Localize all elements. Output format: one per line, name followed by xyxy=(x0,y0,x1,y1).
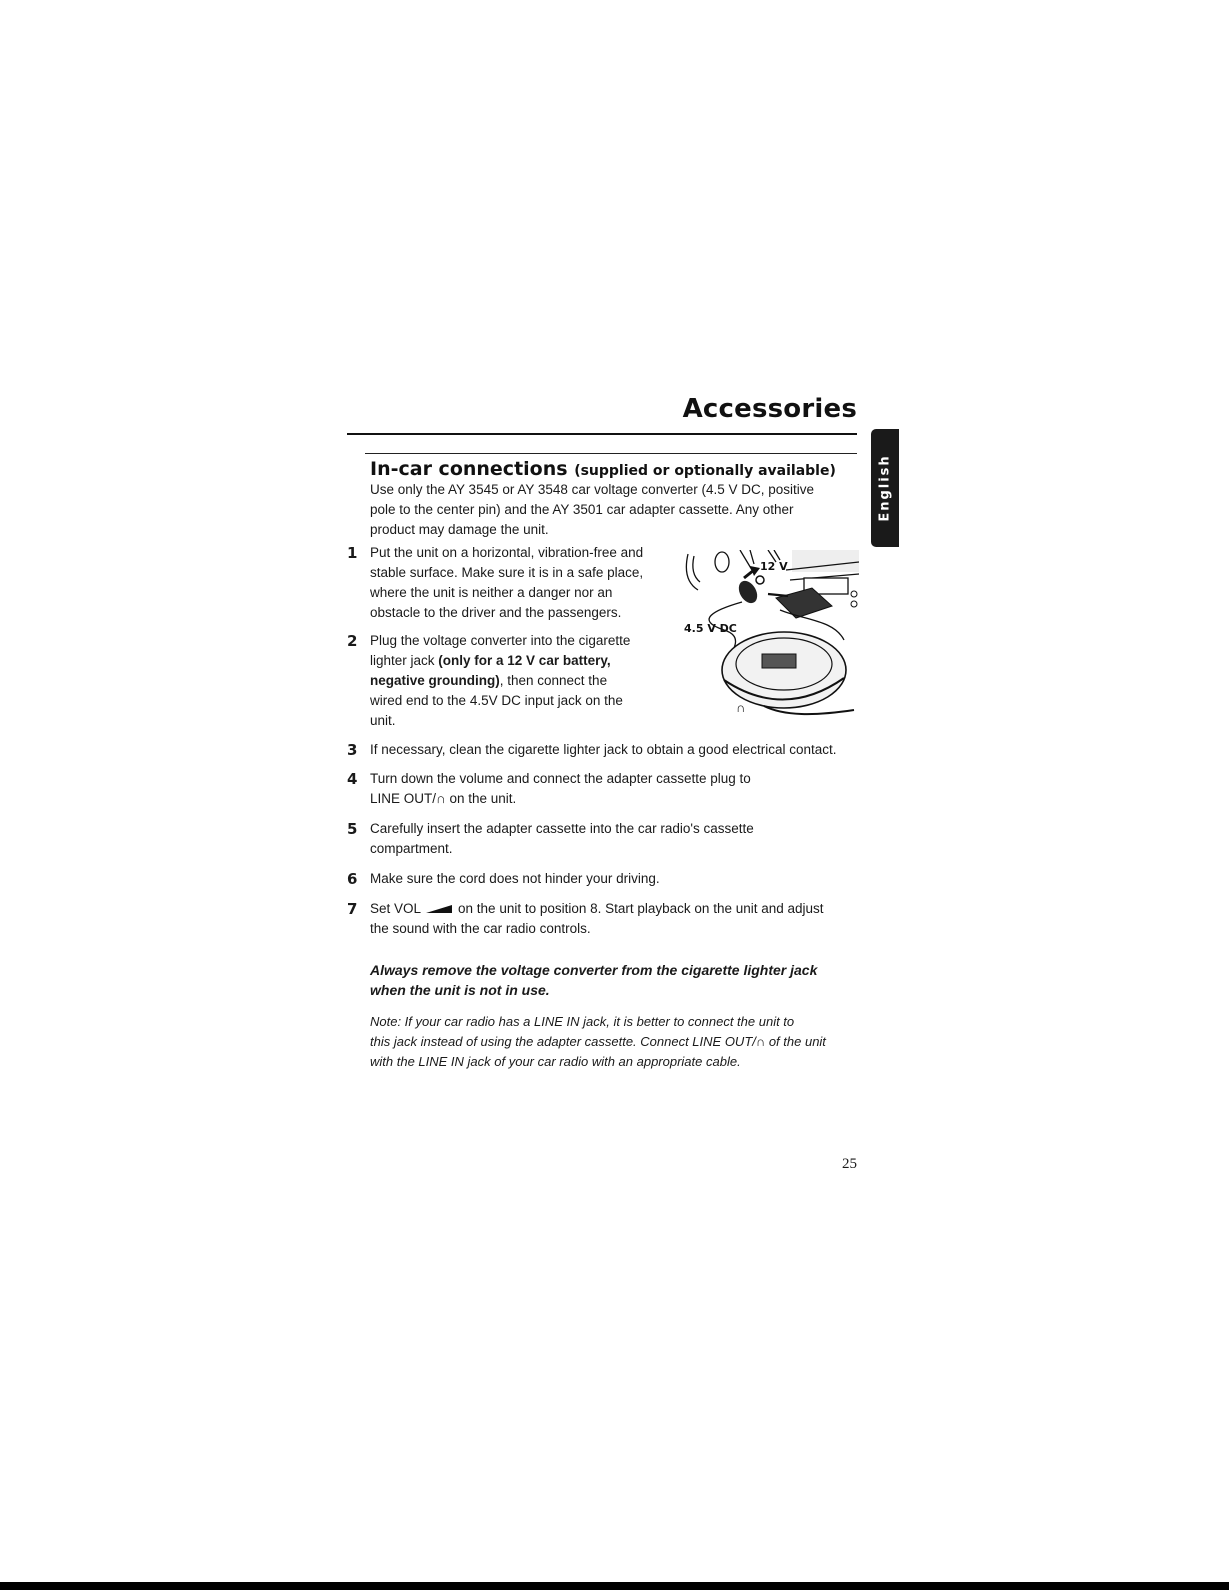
step-line: Put the unit on a horizontal, vibration-free and xyxy=(370,545,644,560)
section-heading-title: In-car connections xyxy=(370,458,568,480)
intro-line: pole to the center pin) and the AY 3501 car adapter cassette. Any other xyxy=(370,502,794,517)
step-line: wired end to the 4.5V DC input jack on the xyxy=(370,693,623,708)
step-number: 2 xyxy=(347,632,358,650)
step-line: compartment. xyxy=(370,841,453,856)
step-text xyxy=(370,769,860,809)
step-line xyxy=(370,671,670,691)
page-number: 25 xyxy=(842,1156,857,1172)
step-text xyxy=(370,543,670,623)
step-line xyxy=(370,899,860,919)
step-line-text: on the unit to position 8. Start playback on the unit and adjust xyxy=(454,901,824,916)
steering-wheel xyxy=(693,556,700,582)
step-line: obstacle to the driver and the passengers. xyxy=(370,605,622,620)
title-divider xyxy=(347,433,857,435)
step-line xyxy=(370,651,670,671)
step-text xyxy=(370,740,860,760)
language-tab-label: English xyxy=(877,454,893,522)
scan-bottom-edge xyxy=(0,1582,1229,1590)
cd-player-body xyxy=(722,632,846,708)
step-line-text: Set VOL xyxy=(370,901,425,916)
volume-wedge-icon xyxy=(426,904,452,914)
step-text xyxy=(370,869,860,889)
intro-line: product may damage the unit. xyxy=(370,522,549,537)
radio-knob xyxy=(851,591,857,597)
note-text xyxy=(370,1012,860,1072)
step-line: where the unit is neither a danger nor an xyxy=(370,585,613,600)
step-line: LINE OUT/∩ on the unit. xyxy=(370,791,517,806)
label-12v: 12 V xyxy=(760,560,788,573)
step-line-bold: negative grounding) xyxy=(370,673,500,688)
steering-wheel xyxy=(686,554,698,590)
step-line: Turn down the volume and connect the adapter cassette plug to xyxy=(370,771,751,786)
step-line-bold: (only for a 12 V car battery, xyxy=(438,653,611,668)
note-line: with the LINE IN jack of your car radio with an appropriate cable. xyxy=(370,1054,741,1069)
step-text xyxy=(370,819,860,859)
step-line: stable surface. Make sure it is in a safe place, xyxy=(370,565,644,580)
section-heading-subtitle: (supplied or optionally available) xyxy=(574,463,836,479)
lighter-jack xyxy=(756,576,764,584)
step-number: 7 xyxy=(347,900,358,918)
section-heading xyxy=(370,458,850,480)
intro-paragraph xyxy=(370,480,860,540)
warning-text xyxy=(370,960,850,1000)
step-number: 4 xyxy=(347,770,358,788)
car-connection-illustration xyxy=(684,550,859,730)
note-line: this jack instead of using the adapter cassette. Connect LINE OUT/∩ of the unit xyxy=(370,1034,826,1049)
step-number: 5 xyxy=(347,820,358,838)
step-text xyxy=(370,631,670,731)
step-line-text: lighter jack xyxy=(370,653,439,668)
step-line: Plug the voltage converter into the cigarette xyxy=(370,633,631,648)
language-tab xyxy=(871,429,899,547)
note-line: Note: If your car radio has a LINE IN jack, it is better to connect the unit to xyxy=(370,1014,795,1029)
step-text xyxy=(370,899,860,939)
intro-line: Use only the AY 3545 or AY 3548 car voltage converter (4.5 V DC, positive xyxy=(370,482,815,497)
dial-outline xyxy=(715,552,729,572)
step-line: If necessary, clean the cigarette lighter jack to obtain a good electrical contact. xyxy=(370,742,837,757)
cassette-cable-end xyxy=(768,594,788,596)
label-4-5v-dc: 4.5 V DC xyxy=(684,622,737,635)
cd-player-display xyxy=(762,654,796,668)
step-line: the sound with the car radio controls. xyxy=(370,921,591,936)
step-number: 6 xyxy=(347,870,358,888)
headphone-icon: ∩ xyxy=(736,700,746,715)
step-line: Make sure the cord does not hinder your driving. xyxy=(370,871,660,886)
step-line-text: , then connect the xyxy=(499,673,608,688)
warning-line: Always remove the voltage converter from the cigarette lighter jack xyxy=(370,962,818,978)
step-number: 1 xyxy=(347,544,358,562)
step-line: unit. xyxy=(370,713,396,728)
section-divider xyxy=(365,453,857,454)
page-title: Accessories xyxy=(682,394,857,424)
warning-line: when the unit is not in use. xyxy=(370,982,550,998)
radio-knob xyxy=(851,601,857,607)
step-number: 3 xyxy=(347,741,358,759)
step-line: Carefully insert the adapter cassette into the car radio's cassette xyxy=(370,821,754,836)
